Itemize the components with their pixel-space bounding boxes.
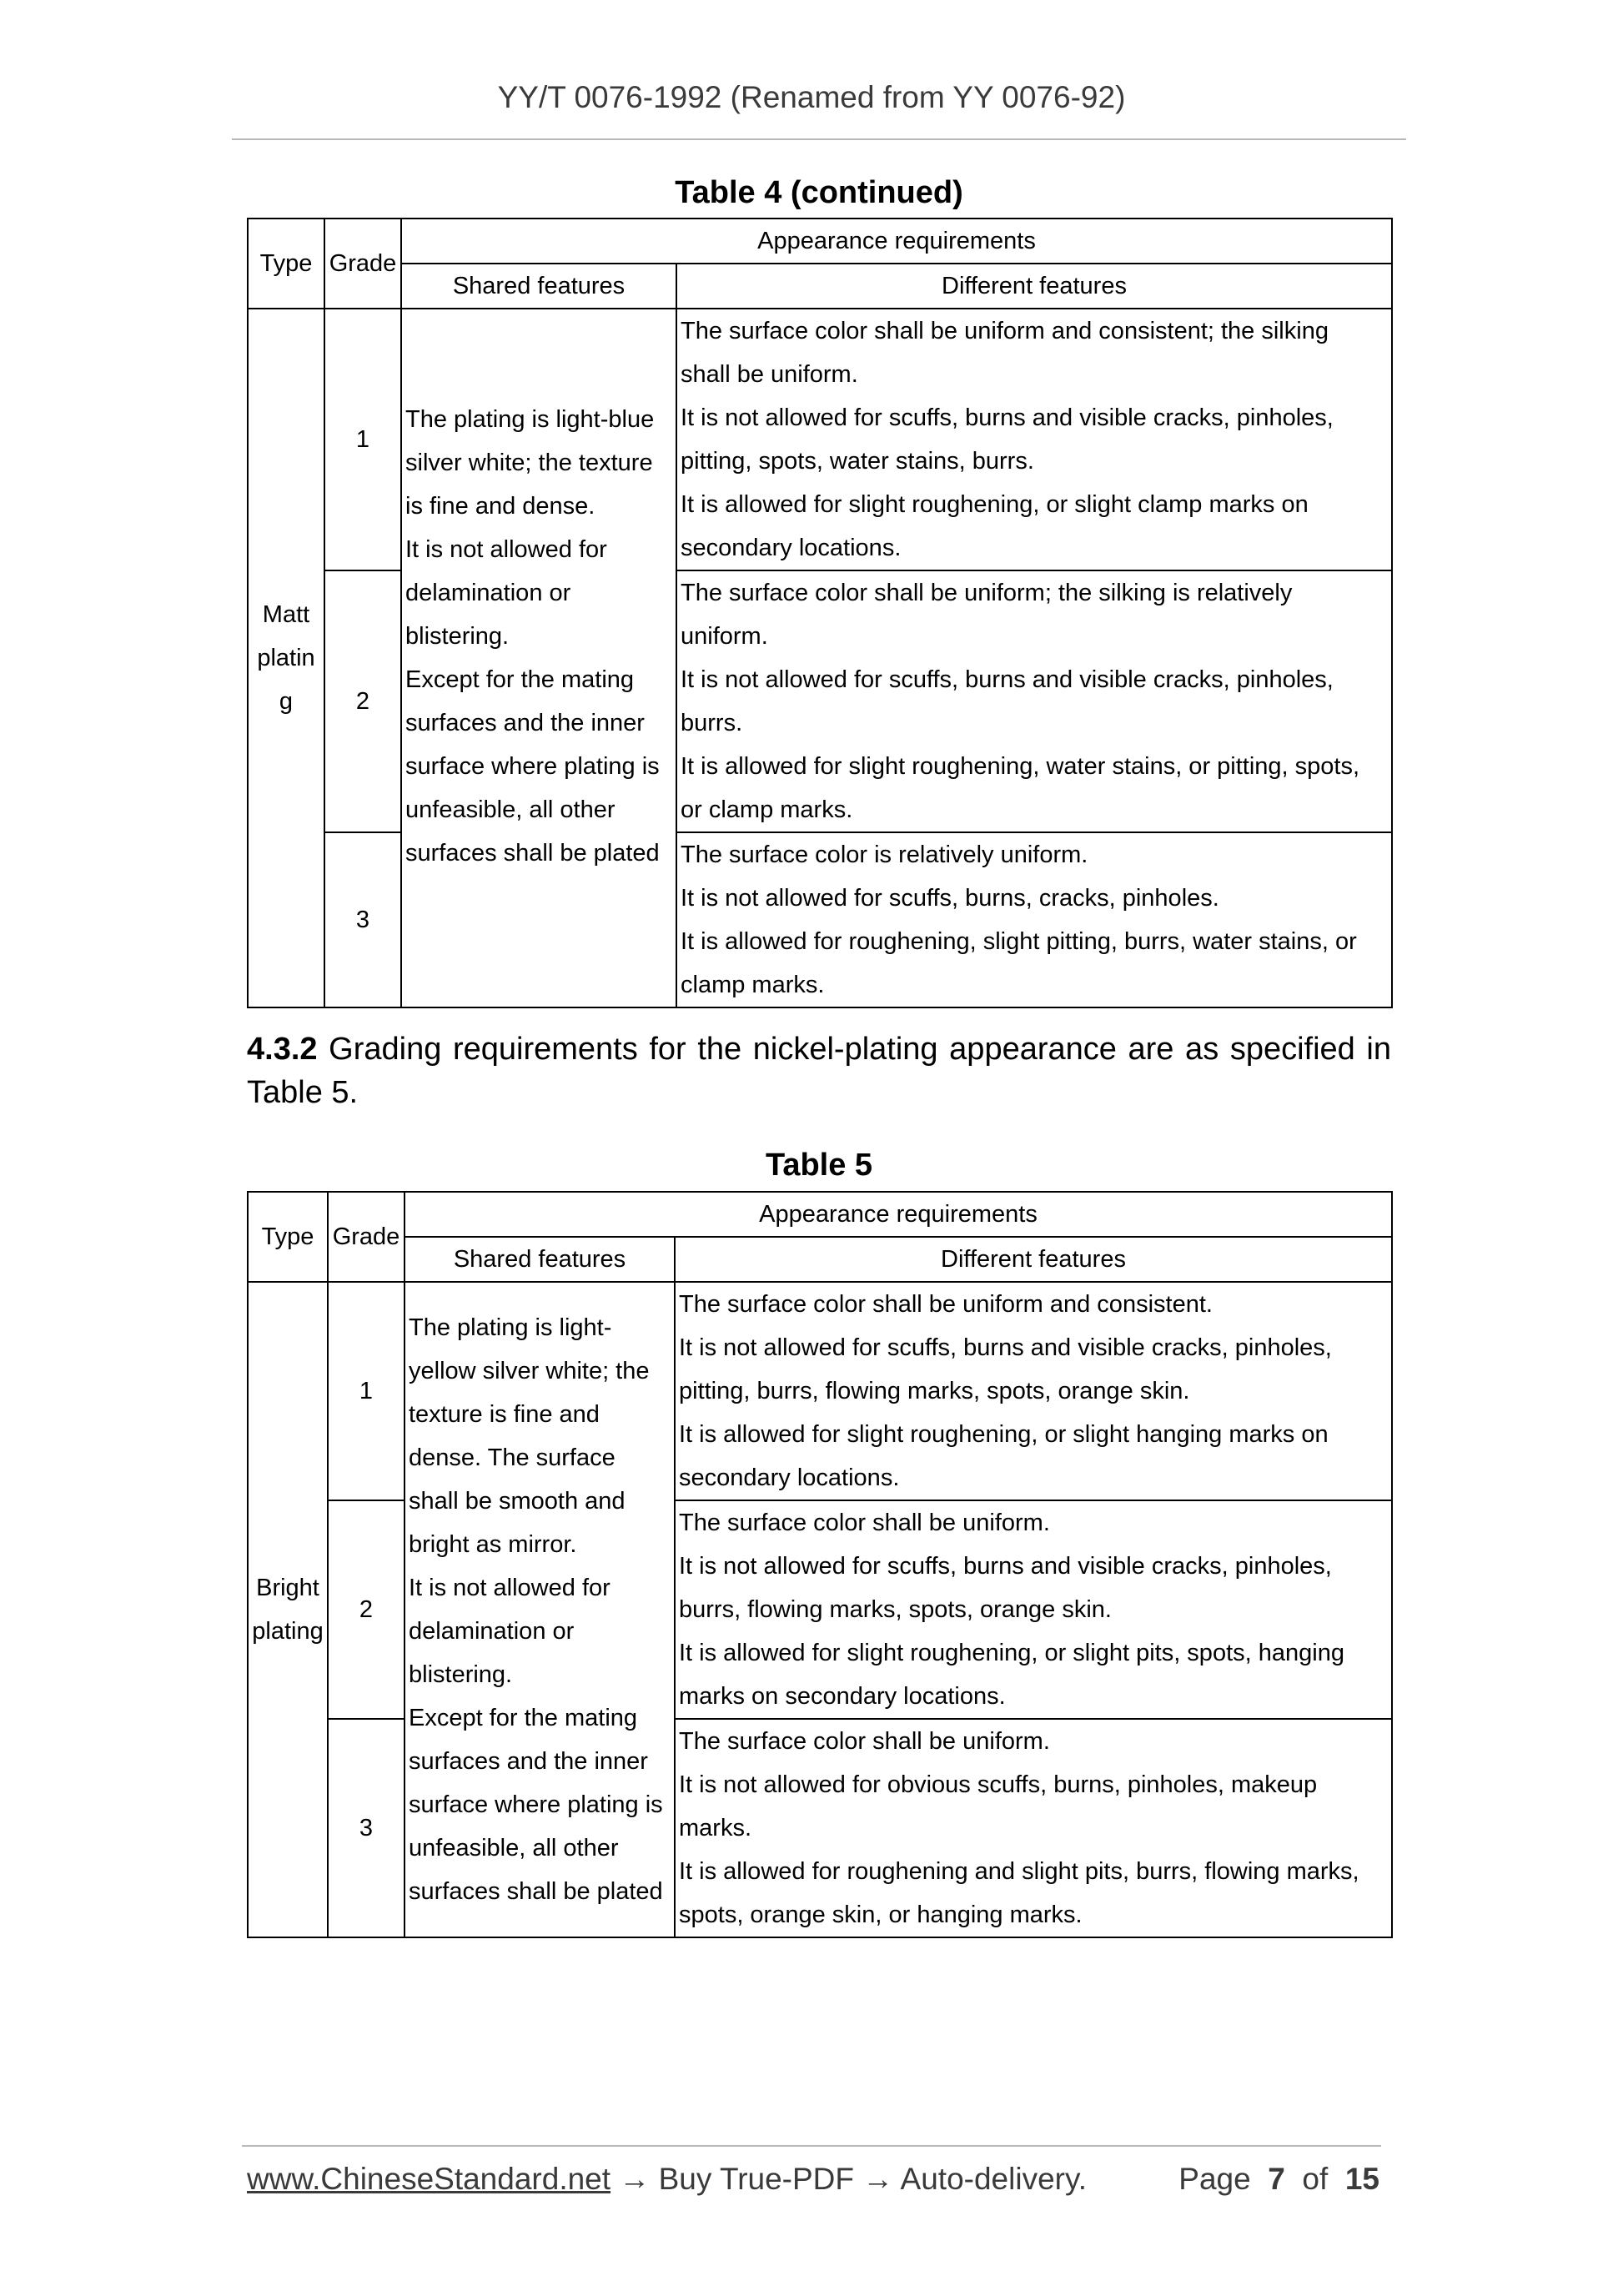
page-label: Page: [1178, 2162, 1251, 2196]
of-label: of: [1302, 2162, 1329, 2196]
different-feature-line: It is not allowed for obvious scuffs, burns, pinholes, makeup: [679, 1771, 1318, 1798]
type-label-line: Matt: [262, 601, 310, 628]
table4-different-cell: [676, 832, 1392, 1007]
table5-header-shared: Shared features: [404, 1237, 675, 1282]
different-feature-line: The surface color is relatively uniform.: [681, 842, 1088, 868]
table5-header-row: [248, 1192, 1392, 1237]
table5-header-grade: Grade: [328, 1192, 404, 1282]
arrow-right-icon: →: [619, 2162, 651, 2196]
table4: [247, 218, 1393, 1008]
section-number: 4.3.2: [247, 1032, 318, 1067]
table4-caption: Table 4 (continued): [675, 175, 963, 210]
different-feature-line: burrs.: [681, 710, 743, 736]
section-4-3-2-paragraph: [247, 1027, 1391, 1114]
table5-different-cell: [675, 1719, 1392, 1937]
different-feature-line: or clamp marks.: [681, 796, 853, 823]
different-feature-line: pitting, burrs, flowing marks, spots, orange skin.: [679, 1378, 1190, 1404]
different-feature-line: It is not allowed for scuffs, burns and visible cracks, pinholes,: [679, 1334, 1332, 1361]
different-feature-line: It is allowed for roughening, slight pitting, burrs, water stains, or: [681, 928, 1357, 955]
shared-feature-line: yellow silver white; the: [409, 1358, 650, 1384]
table5-grade-cell: 2: [328, 1500, 404, 1719]
different-feature-line: The surface color shall be uniform and consistent.: [679, 1291, 1213, 1318]
table5-caption: Table 5: [765, 1148, 873, 1183]
table5-different-cell: [675, 1500, 1392, 1719]
table5: [247, 1191, 1393, 1938]
table5-subheader-row: [248, 1237, 1392, 1282]
arrow-right-icon: →: [862, 2162, 894, 2196]
shared-feature-line: surfaces shall be plated: [405, 840, 660, 867]
total-pages-number: 15: [1344, 2162, 1379, 2196]
different-feature-line: It is allowed for slight roughening, or slight clamp marks on: [681, 491, 1309, 518]
different-feature-line: It is allowed for slight roughening, water stains, or pitting, spots,: [681, 753, 1360, 780]
different-feature-line: clamp marks.: [681, 972, 825, 998]
table4-grade-cell: 3: [324, 832, 401, 1007]
shared-feature-line: texture is fine and: [409, 1401, 600, 1428]
table5-grade-cell: 1: [328, 1282, 404, 1500]
page-header-title: YY/T 0076-1992 (Renamed from YY 0076-92): [497, 80, 1126, 114]
shared-feature-line: dense. The surface: [409, 1444, 616, 1471]
different-feature-line: spots, orange skin, or hanging marks.: [679, 1902, 1083, 1928]
table4-different-cell: [676, 570, 1392, 832]
table4-grade-cell: 1: [324, 309, 401, 570]
different-feature-line: pitting, spots, water stains, burrs.: [681, 448, 1034, 475]
shared-feature-line: It is not allowed for: [405, 536, 607, 563]
shared-feature-line: It is not allowed for: [409, 1575, 611, 1601]
table4-header-shared: Shared features: [401, 264, 676, 309]
buy-true-pdf-text: Buy True-PDF: [658, 2162, 855, 2196]
shared-feature-line: delamination or: [409, 1618, 575, 1645]
footer-divider: [242, 2145, 1381, 2147]
shared-feature-line: surface where plating is: [405, 753, 660, 780]
different-feature-line: It is not allowed for scuffs, burns and visible cracks, pinholes,: [681, 404, 1334, 431]
page-indicator: [1178, 2162, 1379, 2197]
type-label-line: plating: [252, 1618, 324, 1645]
different-feature-line: burrs, flowing marks, spots, orange skin.: [679, 1596, 1112, 1623]
table5-type-cell: [248, 1282, 328, 1937]
shared-feature-line: surfaces shall be plated: [409, 1878, 663, 1905]
table4-header-appearance: Appearance requirements: [401, 219, 1392, 264]
table-row: [248, 1282, 1392, 1500]
shared-feature-line: silver white; the texture: [405, 450, 653, 476]
table4-shared-cell: [401, 309, 676, 1007]
table4-header-row: [248, 219, 1392, 264]
shared-feature-line: The plating is light-blue: [405, 406, 655, 433]
header-divider: [232, 138, 1406, 140]
auto-delivery-text: Auto-delivery.: [900, 2162, 1088, 2196]
different-feature-line: secondary locations.: [681, 535, 902, 561]
different-feature-line: marks on secondary locations.: [679, 1683, 1006, 1710]
table4-different-cell: [676, 309, 1392, 570]
footer-links: [247, 2162, 1087, 2197]
shared-feature-line: shall be smooth and: [409, 1488, 626, 1515]
shared-feature-line: The plating is light-: [409, 1314, 612, 1341]
section-text: Grading requirements for the nickel-plating appearance are as specified in Table 5.: [247, 1032, 1391, 1110]
shared-feature-line: Except for the mating: [409, 1705, 638, 1731]
table-row: [248, 309, 1392, 570]
different-feature-line: It is allowed for roughening and slight pits, burrs, flowing marks,: [679, 1858, 1359, 1885]
table4-grade-cell: 2: [324, 570, 401, 832]
shared-feature-line: surface where plating is: [409, 1791, 663, 1818]
different-feature-line: It is allowed for slight roughening, or slight hanging marks on: [679, 1421, 1329, 1448]
table5-header-appearance: Appearance requirements: [404, 1192, 1392, 1237]
shared-feature-line: surfaces and the inner: [409, 1748, 648, 1775]
different-feature-line: The surface color shall be uniform and consistent; the silking: [681, 318, 1329, 344]
different-feature-line: The surface color shall be uniform; the silking is relatively: [681, 580, 1293, 606]
shared-feature-line: unfeasible, all other: [409, 1835, 619, 1861]
shared-feature-line: surfaces and the inner: [405, 710, 645, 736]
shared-feature-line: Except for the mating: [405, 666, 635, 693]
shared-feature-line: unfeasible, all other: [405, 796, 616, 823]
current-page-number: 7: [1268, 2162, 1285, 2196]
different-feature-line: The surface color shall be uniform.: [679, 1728, 1050, 1755]
table4-header-grade: Grade: [324, 219, 401, 309]
different-feature-line: The surface color shall be uniform.: [679, 1510, 1050, 1536]
different-feature-line: It is not allowed for scuffs, burns and visible cracks, pinholes,: [681, 666, 1334, 693]
table4-type-cell: [248, 309, 324, 1007]
table4-subheader-row: [248, 264, 1392, 309]
table5-grade-cell: 3: [328, 1719, 404, 1937]
shared-feature-line: delamination or: [405, 580, 571, 606]
different-feature-line: marks.: [679, 1815, 751, 1841]
type-label-line: g: [279, 688, 294, 715]
type-label-line: platin: [257, 645, 315, 671]
type-label-line: Bright: [256, 1575, 319, 1601]
different-feature-line: It is not allowed for scuffs, burns, cracks, pinholes.: [681, 885, 1219, 912]
shared-feature-line: is fine and dense.: [405, 493, 595, 520]
different-feature-line: It is allowed for slight roughening, or slight pits, spots, hanging: [679, 1640, 1344, 1666]
table4-header-type: Type: [248, 219, 324, 309]
table5-header-type: Type: [248, 1192, 328, 1282]
chinesestandard-link[interactable]: www.ChineseStandard.net: [247, 2162, 611, 2196]
different-feature-line: shall be uniform.: [681, 361, 858, 388]
table5-different-cell: [675, 1282, 1392, 1500]
table4-header-different: Different features: [676, 264, 1392, 309]
different-feature-line: secondary locations.: [679, 1465, 900, 1491]
shared-feature-line: blistering.: [405, 623, 510, 650]
different-feature-line: uniform.: [681, 623, 768, 650]
shared-feature-line: bright as mirror.: [409, 1531, 577, 1558]
shared-feature-line: blistering.: [409, 1661, 513, 1688]
different-feature-line: It is not allowed for scuffs, burns and visible cracks, pinholes,: [679, 1553, 1332, 1580]
table5-shared-cell: [404, 1282, 675, 1937]
table5-header-different: Different features: [675, 1237, 1392, 1282]
